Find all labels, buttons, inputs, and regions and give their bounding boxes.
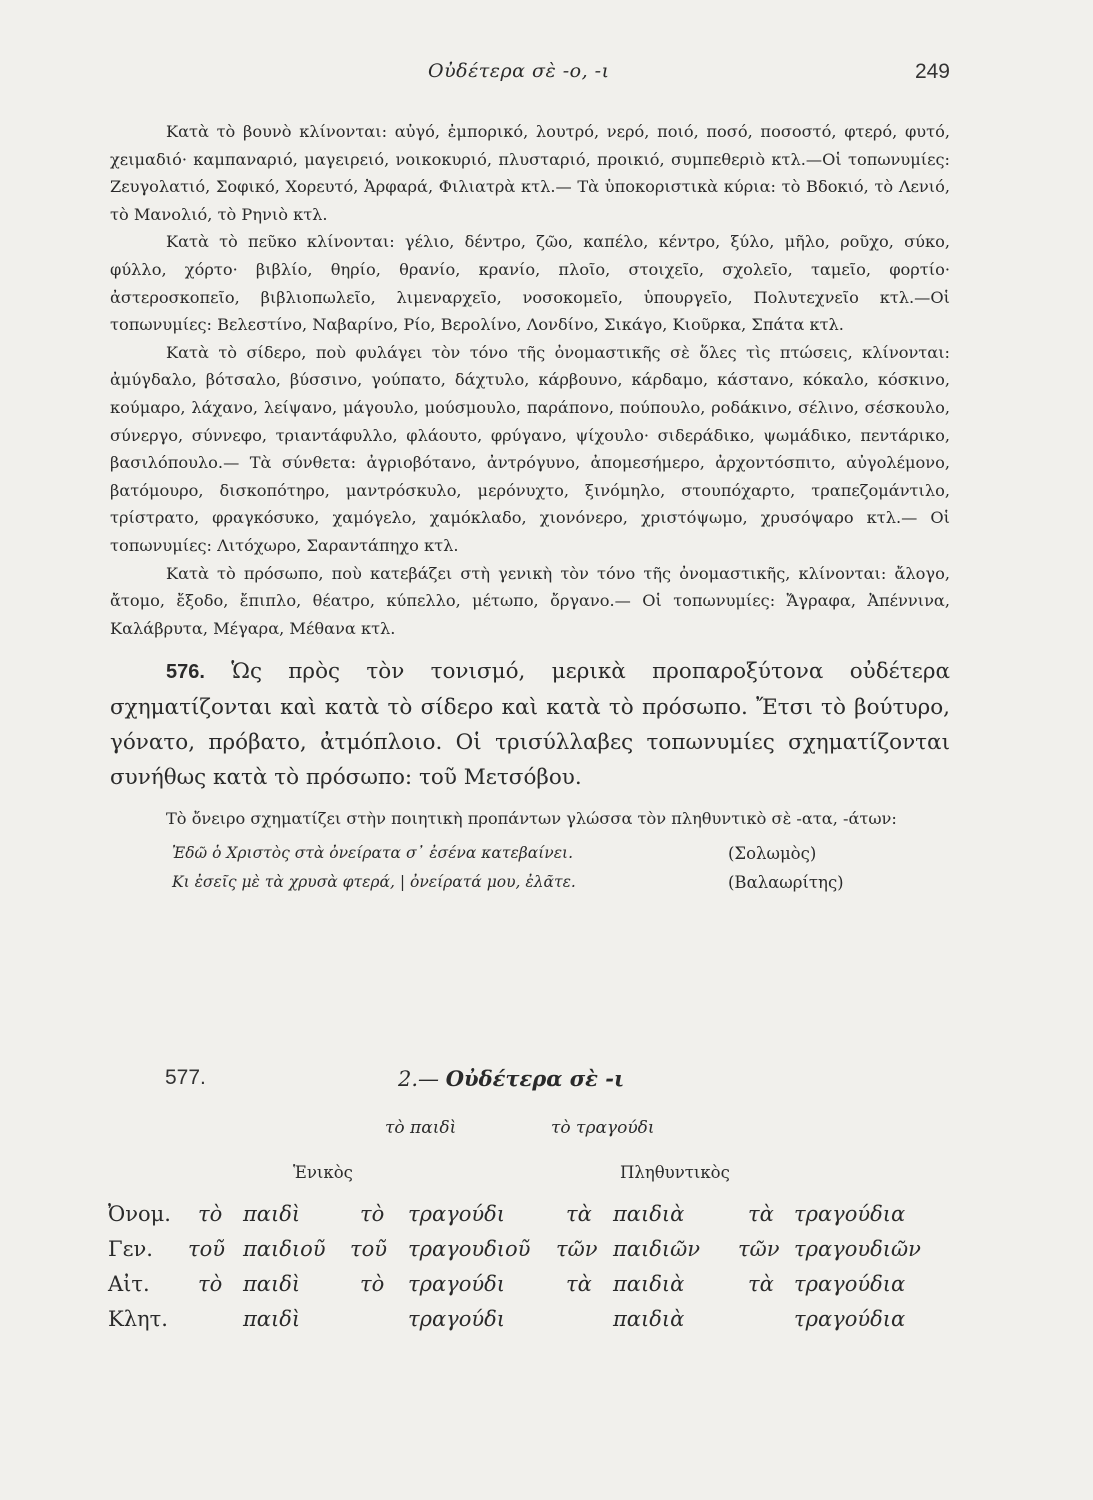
section-577-prefix: 2.— <box>398 1067 446 1091</box>
section-577-title-text: Οὐδέτερα σὲ -ι <box>445 1066 625 1091</box>
form: παιδιὰ <box>613 1307 685 1331</box>
form: τραγούδι <box>408 1307 505 1331</box>
article: τοῦ <box>350 1237 388 1261</box>
case-label: Γεν. <box>108 1237 153 1261</box>
section-number-576: 576. <box>166 661 205 684</box>
form: τραγούδι <box>408 1202 505 1226</box>
declension-row <box>108 1272 958 1307</box>
form: τραγούδια <box>794 1307 906 1331</box>
form: τραγούδι <box>408 1272 505 1296</box>
example-word-paidi: τὸ παιδὶ <box>385 1118 457 1138</box>
verse-quotes <box>172 839 950 897</box>
paragraph-576-text: Ὡς πρὸς τὸν τονισμό, μερικὰ προπαροξύτονα οὐδέτερα σχηματίζονται καὶ κατὰ τὸ σίδερο καὶ κατὰ τὸ πρόσωπο. Ἔτσι τὸ βούτυρο, γόνατο, πρόβατο, ἀτμόπλοιο. Οἱ τρισύλλαβες τοπωνυμίες σχηματίζονται συνήθως κατὰ τὸ πρόσωπο: τοῦ Μετσόβου. <box>110 659 950 791</box>
declension-table <box>108 1202 958 1342</box>
quote-verse: Ἐδῶ ὁ Χριστὸς στὰ ὀνείρατα σ᾽ ἐσένα κατεβαίνει. <box>172 843 574 862</box>
form: τραγουδιῶν <box>794 1237 921 1261</box>
form: τραγουδιοῦ <box>408 1237 531 1261</box>
article: τὸ <box>198 1202 223 1226</box>
paragraph-prosopo: Κατὰ τὸ πρόσωπο, ποὺ κατεβάζει στὴ γενικὴ τὸν τόνο τῆς ὀνομαστικῆς, κλίνονται: ἄλογο, ἄτομο, ἔξοδο, ἔπιπλο, θέατρο, κύπελλο, μέτωπο, ὄργανο.— Οἱ τοπωνυμίες: Ἄγραφα, Ἀπέννινα, Καλάβρυτα, Μέγαρα, Μέθανα κτλ. <box>110 563 950 638</box>
paragraph-576 <box>110 654 950 795</box>
section-577-heading <box>165 1066 965 1106</box>
form: παιδιοῦ <box>243 1237 326 1261</box>
singular-label: Ἑνικὸς <box>293 1163 353 1182</box>
page-body <box>110 118 950 897</box>
quote-author: (Σολωμὸς) <box>728 843 817 863</box>
form: παιδιῶν <box>613 1237 700 1261</box>
section-577-title <box>398 1066 624 1091</box>
plural-label: Πληθυντικὸς <box>620 1163 730 1182</box>
declension-row <box>108 1202 958 1237</box>
paragraph-oneiro: Τὸ ὄνειρο σχηματίζει στὴν ποιητικὴ προπάντων γλώσσα τὸν πληθυντικὸ σὲ -ατα, -άτων: <box>166 809 897 829</box>
article: τὰ <box>748 1202 774 1226</box>
article: τῶν <box>738 1237 780 1261</box>
form: παιδὶ <box>243 1202 301 1226</box>
article: τὰ <box>566 1272 592 1296</box>
form: τραγούδια <box>794 1272 906 1296</box>
article: τὰ <box>566 1202 592 1226</box>
form: τραγούδια <box>794 1202 906 1226</box>
case-label: Ὀνομ. <box>108 1202 171 1226</box>
article: τὸ <box>198 1272 223 1296</box>
example-word-tragoudi: τὸ τραγούδι <box>551 1118 655 1138</box>
form: παιδιὰ <box>613 1272 685 1296</box>
page-number: 249 <box>914 60 950 83</box>
case-label: Κλητ. <box>108 1307 168 1331</box>
running-title: Οὐδέτερα σὲ -ο, -ι <box>428 60 610 82</box>
article: τῶν <box>556 1237 598 1261</box>
article: τὸ <box>360 1272 385 1296</box>
quote-line <box>172 868 950 897</box>
form: παιδὶ <box>243 1307 301 1331</box>
article: τὸ <box>360 1202 385 1226</box>
quote-line <box>172 839 950 868</box>
section-number-577: 577. <box>165 1066 206 1089</box>
quote-author: (Βαλαωρίτης) <box>728 872 844 892</box>
article: τὰ <box>748 1272 774 1296</box>
form: παιδιὰ <box>613 1202 685 1226</box>
case-label: Αἰτ. <box>108 1272 150 1296</box>
form: παιδὶ <box>243 1272 301 1296</box>
declension-row <box>108 1307 958 1342</box>
paragraph-bouno: Κατὰ τὸ βουνὸ κλίνονται: αὐγό, ἐμπορικό, λουτρό, νερό, ποιό, ποσό, ποσοστό, φτερό, φυτό, χειμαδιό· καμπαναριό, μαγειρειό, νοικοκυριό, πλυσταριό, προικιό, συμπεθεριὸ κτλ.—Οἱ τοπωνυμίες: Ζευγολατιό, Σοφικό, Χορευτό, Ἀρφαρά, Φιλιατρὰ κτλ.— Τὰ ὑποκοριστικὰ κύρια: τὸ Βδοκιό, τὸ Λενιό, τὸ Μανολιό, τὸ Ρηνιὸ κτλ. <box>110 122 950 224</box>
page-header <box>110 60 950 90</box>
paragraph-peuko: Κατὰ τὸ πεῦκο κλίνονται: γέλιο, δέντρο, ζῶο, καπέλο, κέντρο, ξύλο, μῆλο, ροῦχο, σύκο, φύλλο, χόρτο· βιβλίο, θηρίο, θρανίο, κρανίο, πλοῖο, στοιχεῖο, σχολεῖο, ταμεῖο, φορτίο· ἀστεροσκοπεῖο, βιβλιοπωλεῖο, λιμεναρχεῖο, νοσοκομεῖο, ὑπουργεῖο, Πολυτεχνεῖο κτλ.—Οἱ τοπωνυμίες: Βελεστίνο, Ναβαρίνο, Ρίο, Βερολίνο, Λονδίνο, Σικάγο, Κιοῦρκα, Σπάτα κτλ. <box>110 232 950 335</box>
quote-verse: Κι ἐσεῖς μὲ τὰ χρυσὰ φτερά, | ὀνείρατά μου, ἐλᾶτε. <box>172 872 576 891</box>
paragraph-sidero: Κατὰ τὸ σίδερο, ποὺ φυλάγει τὸν τόνο τῆς ὀνομαστικῆς σὲ ὅλες τὶς πτώσεις, κλίνονται: ἀμύγδαλο, βότσαλο, βύσσινο, γούπατο, δάχτυλο, κάρβουνο, κάρδαμο, κάστανο, κόκαλο, κόσκινο, κούμαρο, λάχανο, λείψανο, μάγουλο, μούσμουλο, παράπονο, πούπουλο, ροδάκινο, σέλινο, σέσκουλο, σύνεργο, σύννεφο, τριαντάφυλλο, φλάουτο, φρύγανο, ψίχουλο· σιδεράδικο, ψωμάδικο, πεντάρικο, βασιλόπουλο.— Τὰ σύνθετα: ἀγριοβότανο, ἀντρόγυνο, ἀπομεσήμερο, ἀρχοντόσπιτο, αὐγολέμονο, βατόμουρο, δισκοπότηρο, μαντρόσκυλο, μερόνυχτο, ξινόμηλο, στουπόχαρτο, τραπεζομάντιλο, τρίστρατο, φραγκόσυκο, χαμόγελο, χαμόκλαδο, χιονόνερο, χριστόψωμο, χρυσόψαρο κτλ.— Οἱ τοπωνυμίες: Λιτόχωρο, Σαραντάπηχο κτλ. <box>110 342 950 555</box>
article: τοῦ <box>188 1237 226 1261</box>
declension-row <box>108 1237 958 1272</box>
